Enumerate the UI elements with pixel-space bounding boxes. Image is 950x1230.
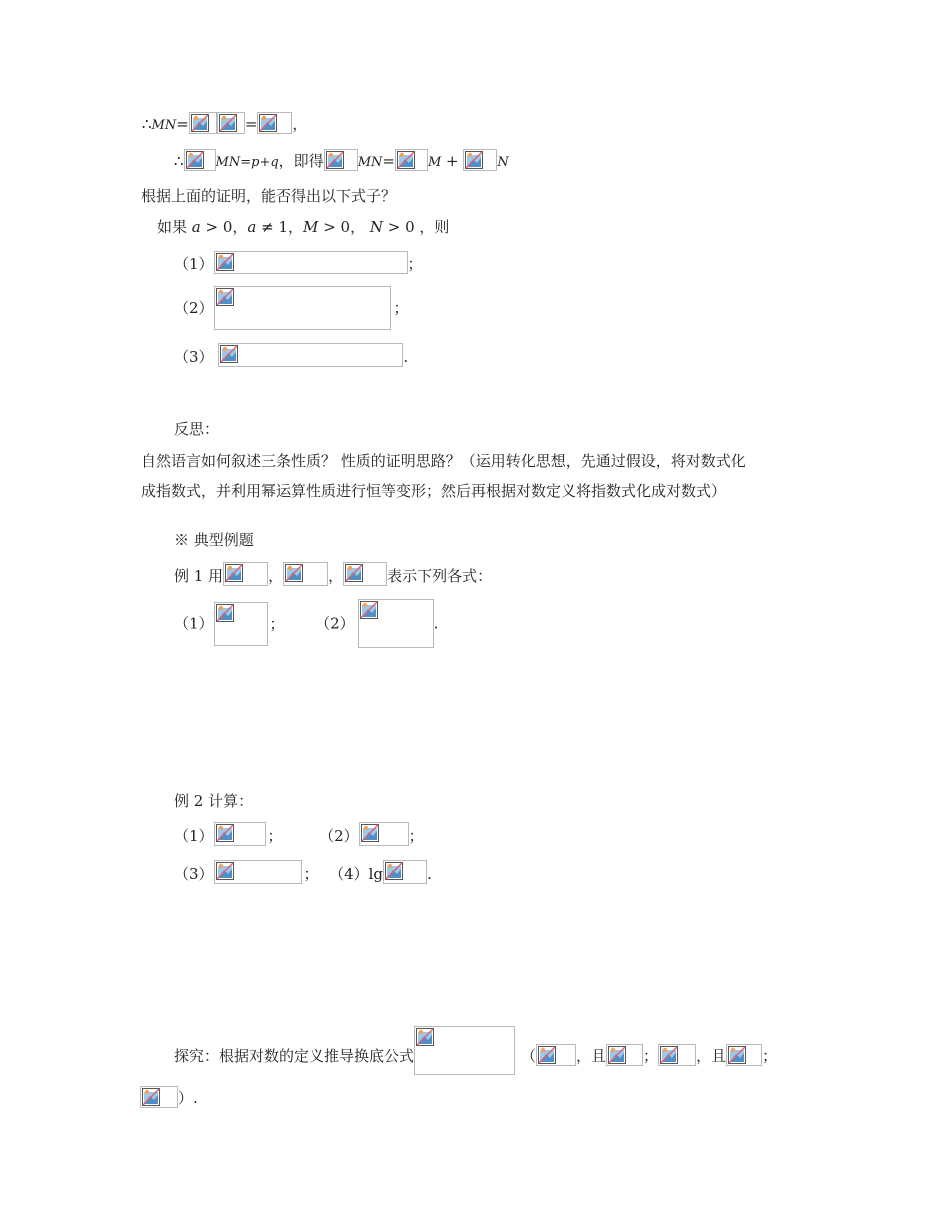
formula-image	[324, 149, 358, 171]
broken-image-icon	[225, 564, 243, 582]
formula-image	[536, 1044, 576, 1066]
explore-text: 探究：根据对数的定义推导换底公式	[174, 1047, 415, 1065]
paren-close: ）.	[178, 1089, 198, 1107]
example-2-title: 例 2 计算：	[174, 792, 254, 810]
condition-text: ≠ 1，	[261, 218, 304, 236]
broken-image-icon	[259, 114, 277, 132]
formula-image	[726, 1044, 762, 1066]
broken-image-icon	[361, 824, 379, 842]
condition-text: > 0，	[205, 218, 248, 236]
broken-image-icon	[216, 288, 234, 306]
example-1-prefix: 例 1 用	[174, 567, 224, 585]
part-label: （2）	[326, 827, 359, 845]
part-end: .	[427, 865, 432, 883]
reflection-line-2: 成指数式，并利用幂运算性质进行恒等变形；然后再根据对数定义将指数式化成对数式）	[141, 482, 727, 500]
broken-image-icon	[326, 151, 344, 169]
plus-sign: +	[446, 152, 459, 170]
formula-image	[217, 112, 245, 134]
proof-line-1	[142, 112, 307, 137]
part-label: （1）	[174, 827, 214, 845]
a-variable: a	[191, 218, 201, 236]
formula-image	[395, 149, 428, 171]
item-1	[174, 251, 423, 275]
broken-image-icon	[216, 604, 234, 622]
reflection-line-1: 自然语言如何叙述三条性质？ 性质的证明思路？（运用转化思想，先通过假设，将对数式化	[141, 452, 746, 470]
formula-image	[140, 1086, 178, 1108]
reflection-title: 反思：	[174, 420, 220, 438]
example-1-parts	[174, 599, 438, 648]
condition-line	[157, 216, 449, 238]
m-variable: M	[427, 155, 442, 170]
broken-image-icon	[285, 564, 303, 582]
explore-line	[174, 1026, 777, 1075]
example-1-line	[174, 562, 492, 587]
item-end: ；	[393, 299, 409, 317]
semicolon: ；	[643, 1047, 659, 1065]
formula-image	[359, 822, 409, 846]
formula-image	[214, 822, 266, 846]
formula-image	[223, 562, 268, 586]
question-text: 根据上面的证明，能否得出以下式子？	[141, 187, 397, 205]
broken-image-icon	[416, 1028, 434, 1046]
separator: ，	[328, 567, 344, 585]
broken-image-icon	[538, 1046, 556, 1064]
example-2-row-1	[174, 822, 424, 847]
broken-image-icon	[220, 345, 238, 363]
part-label: （3）	[174, 865, 214, 883]
item-end: ；	[407, 255, 423, 273]
semicolon: ；	[762, 1047, 778, 1065]
item-label: （3）	[174, 348, 214, 366]
mn-pq-text: MN=p+q	[215, 155, 279, 170]
and-text: ，且	[696, 1047, 727, 1065]
part-end: ；	[269, 614, 285, 633]
broken-image-icon	[216, 862, 234, 880]
m-variable: M	[303, 218, 319, 236]
equals-sign: =	[176, 115, 189, 133]
item-3	[174, 343, 408, 368]
formula-image	[343, 562, 387, 586]
part-end: ；	[408, 827, 424, 845]
broken-image-icon	[465, 151, 483, 169]
broken-image-icon	[142, 1088, 160, 1106]
part-end: ；	[303, 865, 319, 883]
broken-image-icon	[397, 151, 415, 169]
broken-image-icon	[216, 824, 234, 842]
part-label: （2）	[322, 614, 355, 633]
equals-sign: =	[382, 152, 395, 170]
formula-image	[414, 1026, 515, 1075]
broken-image-icon	[660, 1046, 678, 1064]
formula-image	[463, 149, 497, 171]
broken-image-icon	[728, 1046, 746, 1064]
example-2-row-2	[174, 860, 432, 885]
formula-image	[658, 1044, 696, 1066]
comma: ，	[292, 115, 308, 133]
if-text: 如果	[157, 218, 188, 236]
therefore-symbol: ∴	[142, 115, 152, 133]
equals-sign: =	[244, 115, 258, 133]
formula-image	[184, 149, 216, 171]
formula-image	[189, 112, 217, 134]
examples-heading: ※ 典型例题	[174, 531, 254, 549]
formula-image	[214, 286, 391, 330]
broken-image-icon	[360, 601, 378, 619]
formula-image	[606, 1044, 643, 1066]
a-variable: a	[247, 218, 257, 236]
part-label: （1）	[174, 614, 214, 633]
broken-image-icon	[608, 1046, 626, 1064]
broken-image-icon	[385, 862, 403, 880]
item-label: （2）	[174, 299, 214, 317]
proof-line-2	[174, 149, 509, 174]
mn-text: MN	[357, 155, 383, 170]
broken-image-icon	[186, 151, 204, 169]
formula-image	[383, 860, 427, 884]
formula-image	[358, 599, 434, 648]
formula-image	[283, 562, 328, 586]
item-label: （1）	[174, 255, 214, 273]
item-2	[174, 286, 409, 330]
broken-image-icon	[191, 114, 209, 132]
explore-line-2	[140, 1086, 198, 1109]
formula-image	[214, 860, 302, 884]
formula-image	[214, 602, 268, 646]
and-text: ，且	[576, 1047, 607, 1065]
n-variable: N	[369, 218, 383, 236]
broken-image-icon	[345, 564, 363, 582]
therefore-symbol: ∴	[174, 152, 184, 170]
broken-image-icon	[216, 253, 234, 271]
part-label: （4）lg	[336, 865, 384, 883]
mn-text: MN	[151, 118, 177, 133]
condition-text: > 0 ，则	[387, 218, 450, 236]
formula-image	[214, 251, 408, 274]
condition-text: > 0，	[323, 218, 366, 236]
n-variable: N	[497, 155, 509, 170]
item-end: .	[403, 348, 409, 366]
broken-image-icon	[219, 114, 237, 132]
paren-open: （	[521, 1047, 537, 1065]
formula-image	[257, 112, 292, 134]
part-end: .	[433, 614, 439, 633]
part-end: ；	[267, 827, 283, 845]
separator: ，	[268, 567, 284, 585]
then-text: ，即得	[278, 152, 324, 170]
formula-image	[218, 343, 403, 367]
example-1-suffix: 表示下列各式：	[387, 567, 493, 585]
